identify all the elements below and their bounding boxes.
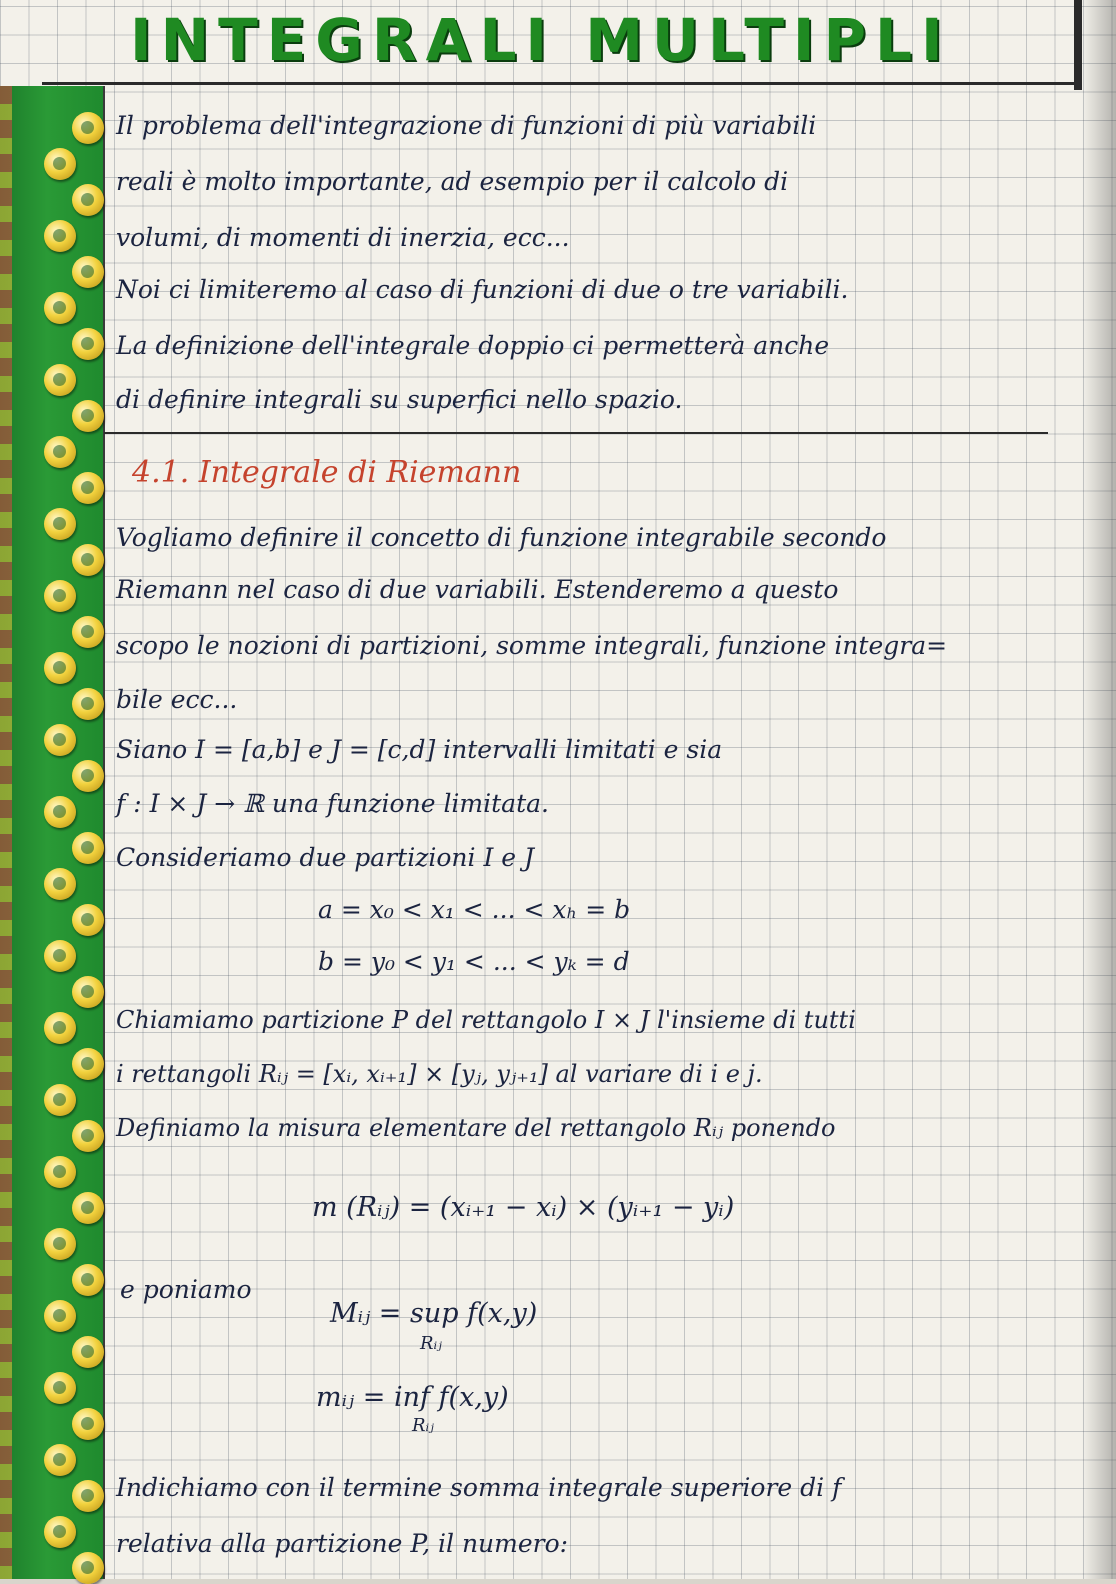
binder-ring-icon — [72, 1552, 104, 1584]
binder-ring-icon — [44, 148, 76, 180]
binder-ring-icon — [72, 1264, 104, 1296]
intro-line-2: reali è molto importante, ad esempio per il calcolo di — [116, 167, 789, 196]
title-divider — [42, 82, 1082, 85]
binder-ring-icon — [72, 544, 104, 576]
binder-ring-icon — [44, 1228, 76, 1260]
sup-formula: Mᵢⱼ = sup f(x,y) — [330, 1298, 538, 1329]
binder-ring-icon — [72, 760, 104, 792]
body3-line-1: Indichiamo con il termine somma integrale superiore di f — [116, 1473, 842, 1502]
binder-ring-icon — [72, 328, 104, 360]
binder-ring-icon — [72, 1120, 104, 1152]
binder-ring-icon — [72, 112, 104, 144]
binder-ring-icon — [72, 1192, 104, 1224]
body-line-4: bile ecc... — [116, 685, 238, 714]
binder-ring-icon — [44, 1372, 76, 1404]
sup-subscript: Rᵢⱼ — [420, 1333, 442, 1354]
binder-ring-icon — [44, 1156, 76, 1188]
binder-ring-icon — [44, 796, 76, 828]
intro-line-5: La definizione dell'integrale doppio ci permetterà anche — [116, 331, 830, 360]
body3-line-2: relativa alla partizione P, il numero: — [116, 1529, 569, 1558]
binder-ring-icon — [72, 472, 104, 504]
body-line-7: Consideriamo due partizioni I e J — [116, 843, 535, 872]
binder-ring-icon — [44, 508, 76, 540]
binder-ring-icon — [72, 616, 104, 648]
binder-ring-icon — [72, 904, 104, 936]
inf-formula: mᵢⱼ = inf f(x,y) — [316, 1382, 509, 1413]
partition-x-formula: a = x₀ < x₁ < ... < xₕ = b — [318, 895, 631, 924]
intro-line-6: di definire integrali su superfici nello spazio. — [116, 385, 683, 414]
binder-ring-icon — [72, 400, 104, 432]
e-poniamo-label: e poniamo — [120, 1275, 252, 1304]
binder-ring-icon — [72, 1048, 104, 1080]
measure-formula: m (Rᵢⱼ) = (xᵢ₊₁ − xᵢ) × (yᵢ₊₁ − yᵢ) — [312, 1192, 735, 1223]
binder-ring-icon — [44, 868, 76, 900]
binder-ring-icon — [44, 1516, 76, 1548]
intro-line-3: volumi, di momenti di inerzia, ecc... — [116, 223, 570, 252]
body2-line-3: Definiamo la misura elementare del rettangolo Rᵢⱼ ponendo — [116, 1114, 836, 1142]
inf-subscript: Rᵢⱼ — [412, 1415, 434, 1436]
binder-ring-icon — [44, 652, 76, 684]
binder-ring-icon — [44, 1444, 76, 1476]
binder-ring-icon — [44, 1300, 76, 1332]
body-line-3: scopo le nozioni di partizioni, somme integrali, funzione integra= — [116, 631, 948, 660]
binder-ring-icon — [72, 184, 104, 216]
binder-ring-icon — [44, 724, 76, 756]
binder-edge-stripe — [0, 86, 12, 1579]
page-title: INTEGRALI MULTIPLI — [130, 6, 952, 74]
binder-ring-icon — [72, 688, 104, 720]
partition-y-formula: b = y₀ < y₁ < ... < yₖ = d — [318, 947, 630, 976]
binder-ring-icon — [44, 940, 76, 972]
binder-ring-icon — [44, 292, 76, 324]
binder-ring-icon — [72, 1336, 104, 1368]
binder-ring-icon — [44, 1012, 76, 1044]
intro-line-1: Il problema dell'integrazione di funzioni di più variabili — [116, 111, 817, 140]
binder-ring-icon — [72, 1408, 104, 1440]
binder-ring-icon — [44, 436, 76, 468]
binder-ring-icon — [44, 1084, 76, 1116]
binder-ring-icon — [72, 1480, 104, 1512]
section-divider — [104, 432, 1048, 434]
binder-ring-icon — [72, 976, 104, 1008]
section-heading: 4.1. Integrale di Riemann — [132, 455, 522, 490]
binder-ring-icon — [72, 832, 104, 864]
binder-ring-icon — [72, 256, 104, 288]
body-line-1: Vogliamo definire il concetto di funzione integrabile secondo — [116, 523, 887, 552]
binder-ring-icon — [44, 220, 76, 252]
page-right-border — [1074, 0, 1082, 90]
intro-line-4: Noi ci limiteremo al caso di funzioni di due o tre variabili. — [116, 275, 849, 304]
body2-line-1: Chiamiamo partizione P del rettangolo I × J l'insieme di tutti — [116, 1006, 856, 1034]
body-line-5: Siano I = [a,b] e J = [c,d] intervalli limitati e sia — [116, 735, 723, 764]
body-line-6: f : I × J → ℝ una funzione limitata. — [116, 789, 549, 818]
body-line-2: Riemann nel caso di due variabili. Estenderemo a questo — [116, 575, 839, 604]
binder-ring-icon — [44, 364, 76, 396]
page-edge-shadow — [1082, 0, 1116, 1579]
body2-line-2: i rettangoli Rᵢⱼ = [xᵢ, xᵢ₊₁] × [yⱼ, yⱼ₊₁] al variare di i e j. — [116, 1060, 763, 1088]
binder-ring-icon — [44, 580, 76, 612]
